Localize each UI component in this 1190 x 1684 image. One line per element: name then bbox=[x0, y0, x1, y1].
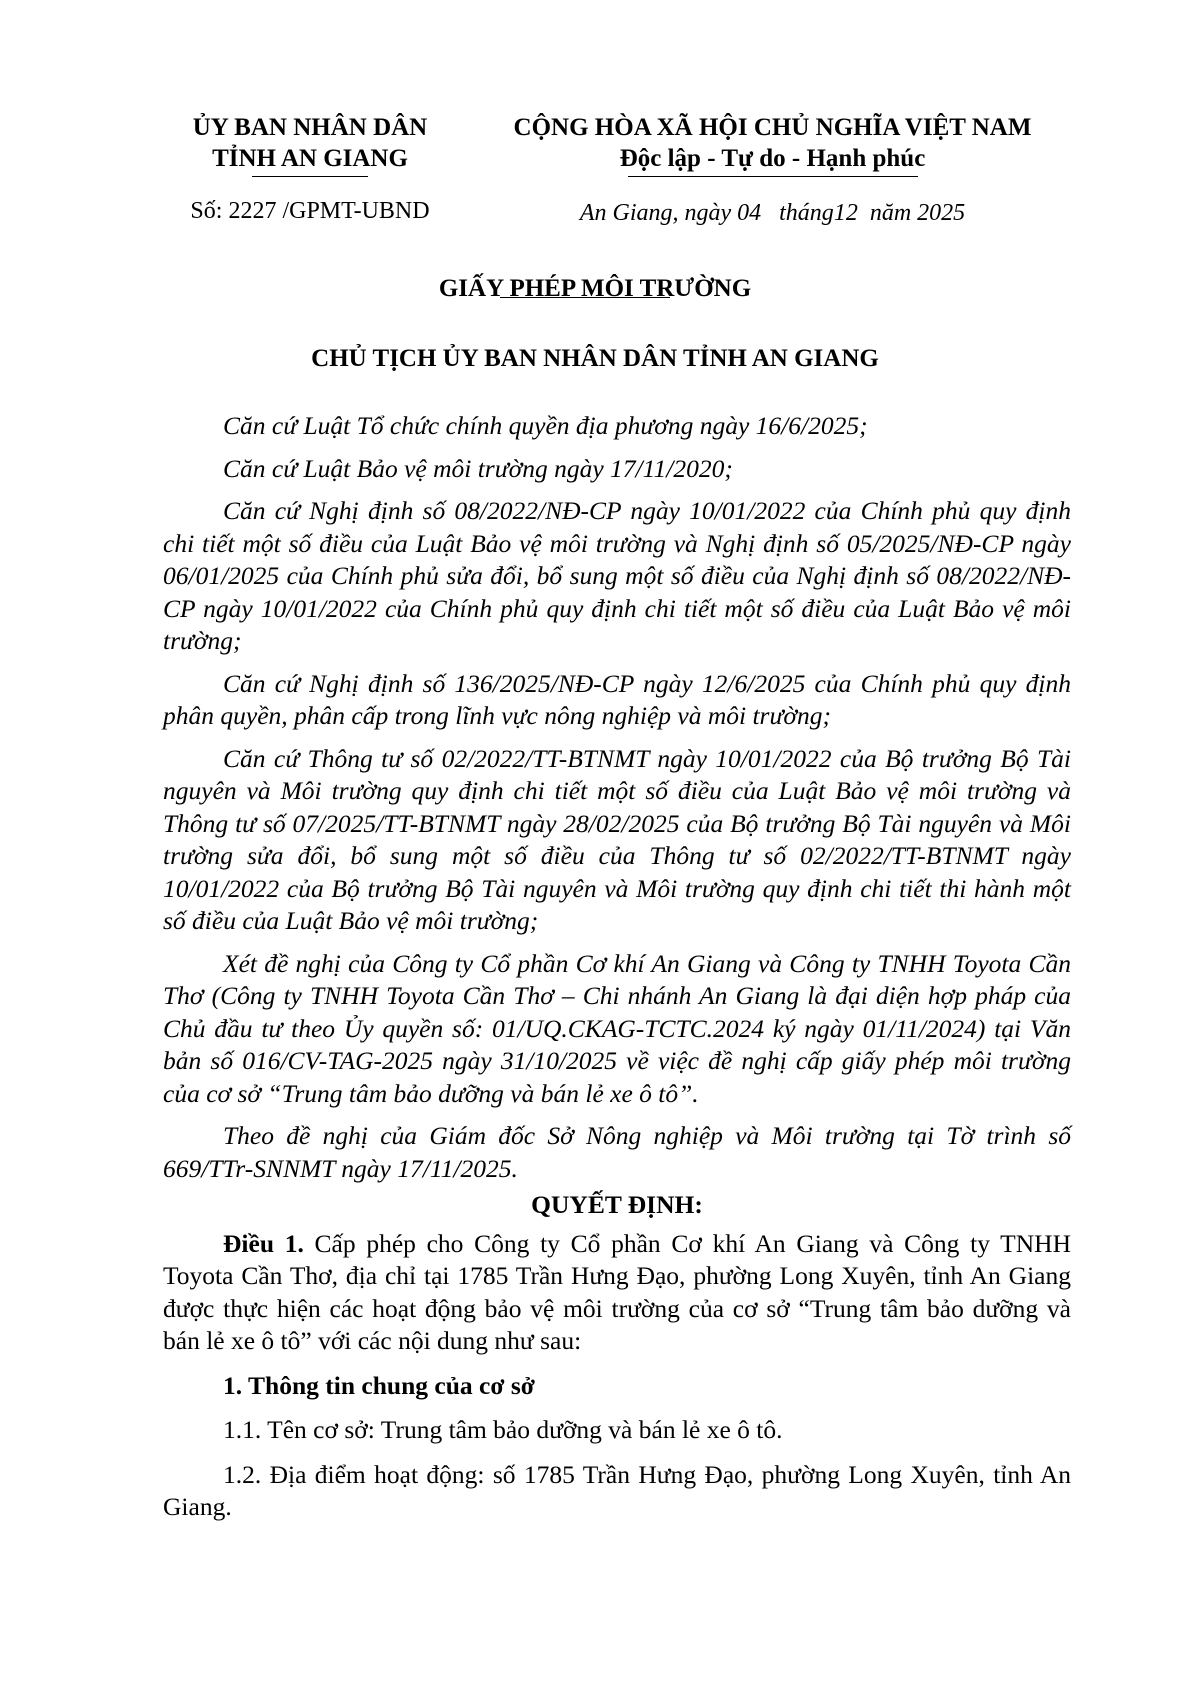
preamble-item: Căn cứ Luật Tổ chức chính quyền địa phương ngày 16/6/2025; bbox=[223, 411, 868, 440]
place-date-prefix: An Giang, ngày bbox=[579, 200, 732, 226]
year-label: năm 2025 bbox=[869, 200, 966, 226]
place-date bbox=[485, 200, 1060, 227]
agency-line-1: ỦY BAN NHÂN DÂN bbox=[192, 114, 428, 141]
document-number: Số: 2227 /GPMT-UBND bbox=[190, 198, 430, 224]
preamble-item: Căn cứ Nghị định số 08/2022/NĐ-CP ngày 10/01/2022 của Chính phủ quy định chi tiết một số điều của Luật Bảo vệ môi trường và Nghị định số 05/2025/NĐ-CP ngày 06/01/2025 của Chính phủ sửa đổi, bổ sung một số điều của Nghị định số 08/2022/NĐ-CP ngày 10/01/2022 của Chính phủ quy định chi tiết một số điều của Luật Bảo vệ môi trường; bbox=[163, 496, 1071, 655]
section-1-item: 1.1. Tên cơ sở: Trung tâm bảo dưỡng và bán lẻ xe ô tô. bbox=[223, 1415, 783, 1444]
decision-heading: QUYẾT ĐỊNH: bbox=[531, 1190, 703, 1219]
preamble-item: Căn cứ Nghị định số 136/2025/NĐ-CP ngày 12/6/2025 của Chính phủ quy định phân quyền, phân cấp trong lĩnh vực nông nghiệp và môi trường; bbox=[163, 668, 1071, 730]
month-label: tháng bbox=[779, 200, 834, 226]
date-day: 04 bbox=[737, 200, 762, 226]
section-1-item: 1.2. Địa điểm hoạt động: số 1785 Trần Hưng Đạo, phường Long Xuyên, tỉnh An Giang. bbox=[163, 1459, 1071, 1521]
title-underline bbox=[500, 297, 670, 298]
preamble-item: Theo đề nghị của Giám đốc Sở Nông nghiệp và Môi trường tại Tờ trình số 669/TTr-SNNMT ngày 17/11/2025. bbox=[163, 1121, 1071, 1183]
agency-line-2: TỈNH AN GIANG bbox=[212, 145, 408, 172]
nation-line-2: Độc lập - Tự do - Hạnh phúc bbox=[619, 145, 926, 172]
national-motto bbox=[485, 112, 1060, 174]
article-1 bbox=[163, 1228, 1071, 1358]
agency-underline bbox=[252, 176, 368, 177]
preamble-item: Căn cứ Thông tư số 02/2022/TT-BTNMT ngày 10/01/2022 của Bộ trưởng Bộ Tài nguyên và Môi trường quy định chi tiết một số điều của Luật Bảo vệ môi trường và Thông tư số 07/2025/TT-BTNMT ngày 28/02/2025 của Bộ trưởng Bộ Tài nguyên và Môi trường sửa đổi, bổ sung một số điều của Thông tư số 02/2022/TT-BTNMT ngày 10/01/2022 của Bộ trưởng Bộ Tài nguyên và Môi trường quy định chi tiết thi hành một số điều của Luật Bảo vệ môi trường; bbox=[163, 743, 1071, 935]
motto-underline bbox=[628, 176, 918, 177]
preamble-item: Xét đề nghị của Công ty Cổ phần Cơ khí An Giang và Công ty TNHH Toyota Cần Thơ (Công ty TNHH Toyota Cần Thơ – Chi nhánh An Giang là đại diện hợp pháp của Chủ đầu tư theo Ủy quyền số: 01/UQ.CKAG-TCTC.2024 ký ngày 01/11/2024) tại Văn bản số 016/CV-TAG-2025 ngày 31/10/2025 về việc đề nghị cấp giấy phép môi trường của cơ sở “Trung tâm bảo dưỡng và bán lẻ xe ô tô”. bbox=[163, 948, 1071, 1108]
preamble-item: Căn cứ Luật Bảo vệ môi trường ngày 17/11/2020; bbox=[223, 453, 733, 483]
article-1-text: Cấp phép cho Công ty Cổ phần Cơ khí An Giang và Công ty TNHH Toyota Cần Thơ, địa chỉ tại 1785 Trần Hưng Đạo, phường Long Xuyên, tỉnh An Giang được thực hiện các hoạt động bảo vệ môi trường của cơ sở “Trung tâm bảo dưỡng và bán lẻ xe ô tô” với các nội dung như sau: bbox=[163, 1228, 1072, 1355]
nation-line-1: CỘNG HÒA XÃ HỘI CHỦ NGHĨA VIỆT NAM bbox=[513, 114, 1032, 141]
document-title: GIẤY PHÉP MÔI TRƯỜNG bbox=[438, 275, 752, 302]
document-body bbox=[163, 410, 1071, 1524]
article-1-label: Điều 1. bbox=[223, 1228, 304, 1258]
date-month: 12 bbox=[833, 200, 858, 226]
section-1-heading: 1. Thông tin chung của cơ sở bbox=[223, 1370, 535, 1400]
issuing-agency bbox=[160, 112, 460, 174]
issuer-title: CHỦ TỊCH ỦY BAN NHÂN DÂN TỈNH AN GIANG bbox=[311, 345, 879, 372]
